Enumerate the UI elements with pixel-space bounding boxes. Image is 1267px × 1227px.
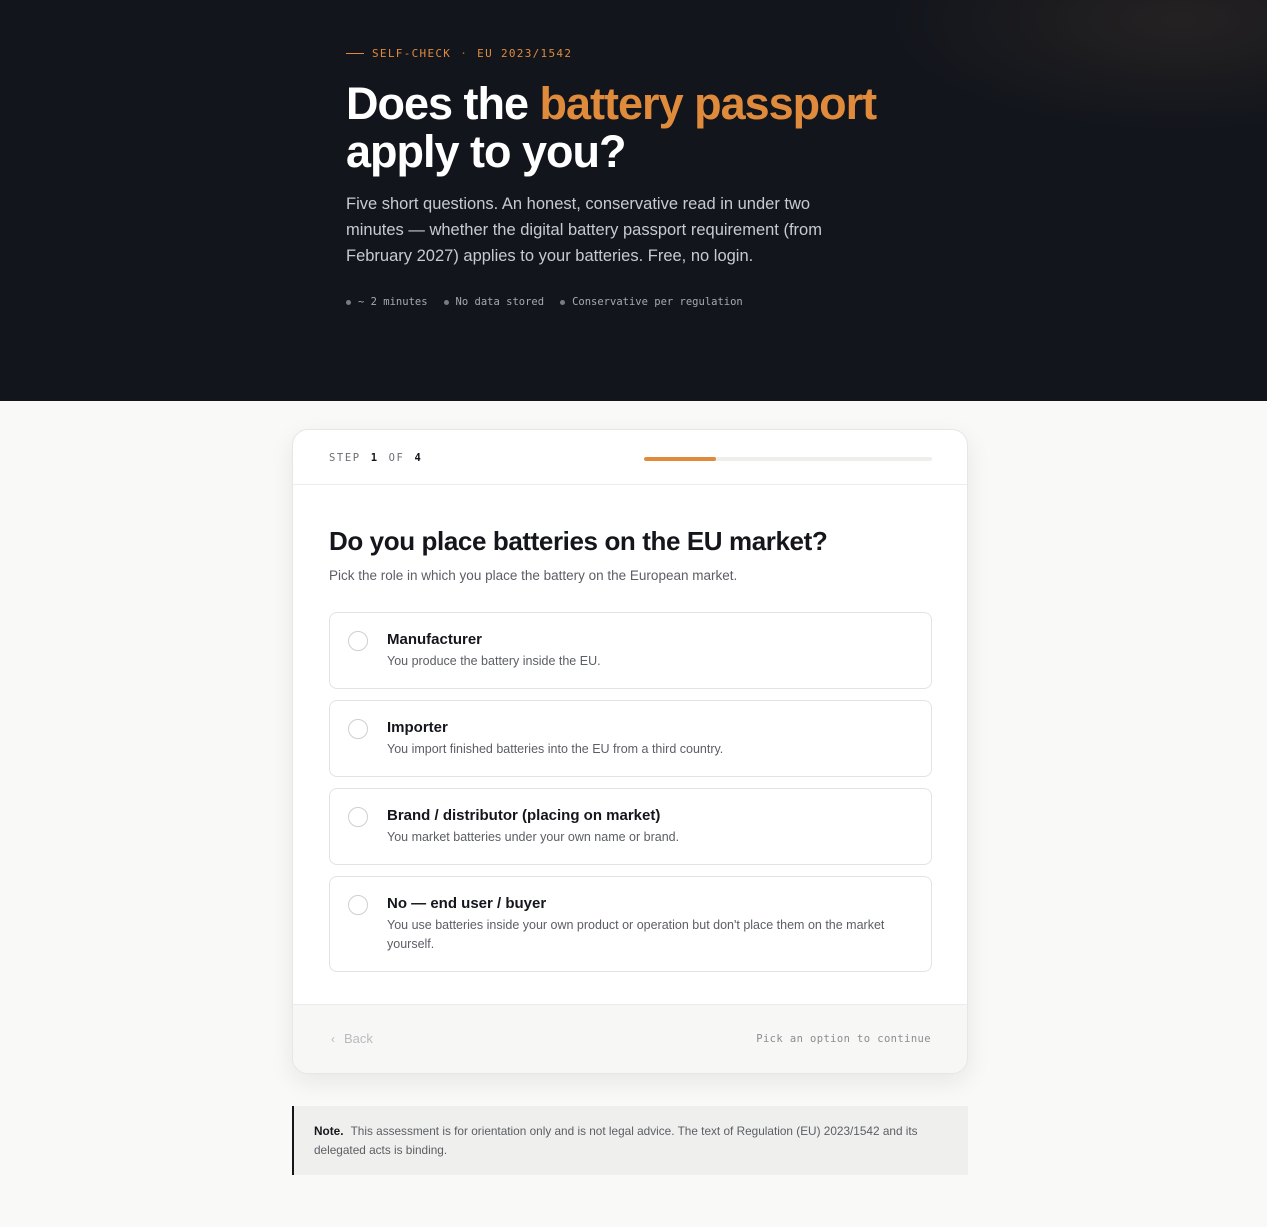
wizard-card bbox=[292, 429, 968, 1074]
question-subtitle: Pick the role in which you place the battery on the European market. bbox=[329, 568, 738, 583]
meta-text: Conservative per regulation bbox=[572, 296, 743, 308]
back-button[interactable] bbox=[331, 1031, 373, 1046]
option-description: You market batteries under your own name or brand. bbox=[387, 830, 680, 844]
radio-button[interactable] bbox=[348, 631, 368, 651]
note-text: This assessment is for orientation only and is not legal advice. The text of Regulation (EU) 2023/1542 and its delegated acts is binding. bbox=[314, 1124, 918, 1157]
step-total: 4 bbox=[414, 452, 423, 464]
title-lead: Does the bbox=[346, 78, 540, 129]
step-current: 1 bbox=[370, 452, 379, 464]
option-end-user[interactable] bbox=[329, 876, 932, 972]
wizard-footer bbox=[293, 1004, 967, 1074]
meta-text: ~ 2 minutes bbox=[358, 296, 428, 308]
back-label: Back bbox=[344, 1031, 373, 1046]
bullet-icon bbox=[346, 300, 351, 305]
continue-hint: Pick an option to continue bbox=[756, 1033, 931, 1045]
bullet-icon bbox=[560, 300, 565, 305]
question-title: Do you place batteries on the EU market? bbox=[329, 526, 828, 556]
chevron-left-icon: ‹ bbox=[331, 1031, 335, 1046]
option-brand-distributor[interactable] bbox=[329, 788, 932, 865]
disclaimer-note bbox=[292, 1106, 968, 1175]
bullet-icon bbox=[444, 300, 449, 305]
hero-lede: Five short questions. An honest, conservative read in under two minutes — whether the digital battery passport requirement (from February 2027) applies to your batteries. Free, no login. bbox=[346, 195, 822, 265]
step-of: OF bbox=[388, 452, 405, 464]
progress-fill bbox=[644, 457, 716, 461]
meta-list bbox=[346, 296, 759, 308]
option-title: Manufacturer bbox=[387, 631, 483, 648]
option-description: You import finished batteries into the EU from a third country. bbox=[387, 742, 724, 756]
option-description: You produce the battery inside the EU. bbox=[387, 654, 601, 668]
meta-item-duration bbox=[346, 296, 428, 308]
option-importer[interactable] bbox=[329, 700, 932, 777]
step-word: STEP bbox=[329, 452, 361, 464]
radio-button[interactable] bbox=[348, 719, 368, 739]
meta-item-privacy bbox=[444, 296, 545, 308]
eyebrow-label: SELF-CHECK bbox=[372, 47, 452, 60]
meta-item-method bbox=[560, 296, 743, 308]
wizard-header bbox=[293, 430, 967, 485]
eyebrow-regulation: EU 2023/1542 bbox=[477, 47, 573, 60]
step-indicator bbox=[329, 452, 422, 464]
option-title: Brand / distributor (placing on market) bbox=[387, 807, 661, 824]
title-accent: battery passport bbox=[539, 78, 877, 129]
option-title: No — end user / buyer bbox=[387, 895, 547, 912]
note-label: Note. bbox=[314, 1124, 344, 1138]
option-description: You use batteries inside your own product or operation but don't place them on the market yourself. bbox=[387, 918, 885, 951]
progress-bar bbox=[644, 457, 932, 461]
page-title bbox=[346, 80, 946, 176]
option-list bbox=[329, 612, 932, 983]
radio-button[interactable] bbox=[348, 895, 368, 915]
radio-button[interactable] bbox=[348, 807, 368, 827]
eyebrow-separator: · bbox=[460, 47, 469, 60]
meta-text: No data stored bbox=[455, 296, 545, 308]
option-title: Importer bbox=[387, 719, 448, 736]
eyebrow bbox=[346, 47, 572, 60]
option-manufacturer[interactable] bbox=[329, 612, 932, 689]
eyebrow-rule bbox=[346, 53, 364, 54]
title-tail: apply to you? bbox=[346, 126, 626, 177]
hero bbox=[0, 0, 1267, 401]
